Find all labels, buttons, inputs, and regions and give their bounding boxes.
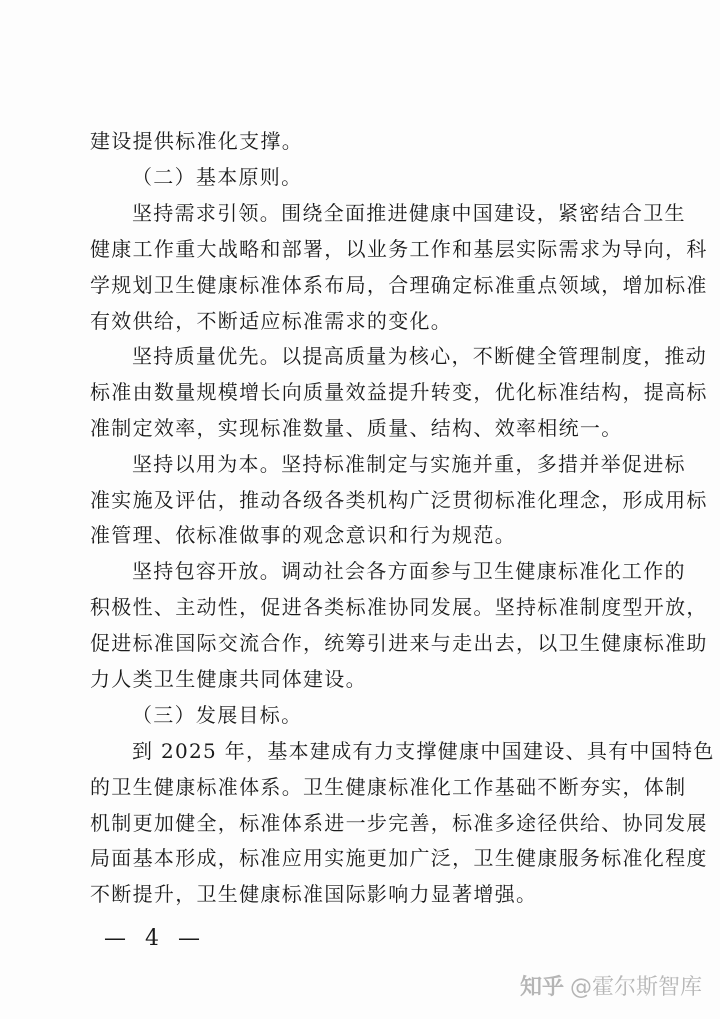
text-line: 到 2025 年，基本建成有力支撑健康中国建设、具有中国特色 [132,739,715,763]
text-line: 准管理、依标准做事的观念意识和行为规范。 [90,523,516,547]
section-heading-basic-principles: （二）基本原则。 [132,165,303,189]
zhihu-logo: 知乎 [519,975,564,1000]
text-line: 准制定效率，实现标准数量、质量、结构、效率相统一。 [90,416,623,440]
text-line: 坚持以用为本。坚持标准制定与实施并重，多措并举促进标 [132,452,686,476]
text-line: 学规划卫生健康标准体系布局，合理确定标准重点领域，增加标准 [90,273,708,297]
text-line: 力人类卫生健康共同体建设。 [90,667,367,691]
text-line: 局面基本形成，标准应用实施更加广泛，卫生健康服务标准化程度 [90,846,708,870]
text-line: 不断提升，卫生健康标准国际影响力显著增强。 [90,882,538,906]
text-line: 健康工作重大战略和部署，以业务工作和基层实际需求为导向，科 [90,237,708,261]
zhihu-watermark [520,970,702,1001]
section-heading-development-goals: （三）发展目标。 [132,703,303,727]
watermark-author: @霍尔斯智库 [569,975,702,1000]
text-line: 标准由数量规模增长向质量效益提升转变，优化标准结构，提高标 [90,380,708,404]
text-line: 坚持质量优先。以提高质量为核心，不断健全管理制度，推动 [132,344,708,368]
text-line: 的卫生健康标准体系。卫生健康标准化工作基础不断夯实，体制 [90,775,687,799]
page-number: — 4 — [104,926,206,951]
text-line: 机制更加健全，标准体系进一步完善，标准多途径供给、协同发展 [90,811,708,835]
text-line: 准实施及评估，推动各级各类机构广泛贯彻标准化理念，形成用标 [90,488,708,512]
text-line: 坚持包容开放。调动社会各方面参与卫生健康标准化工作的 [132,559,686,583]
text-line: 积极性、主动性，促进各类标准协同发展。坚持标准制度型开放， [90,595,708,619]
text-line: 坚持需求引领。围绕全面推进健康中国建设，紧密结合卫生 [132,201,686,225]
text-line: 建设提供标准化支撑。 [90,129,303,153]
text-line: 有效供给，不断适应标准需求的变化。 [90,309,453,333]
text-line: 促进标准国际交流合作，统筹引进来与走出去，以卫生健康标准助 [90,631,708,655]
